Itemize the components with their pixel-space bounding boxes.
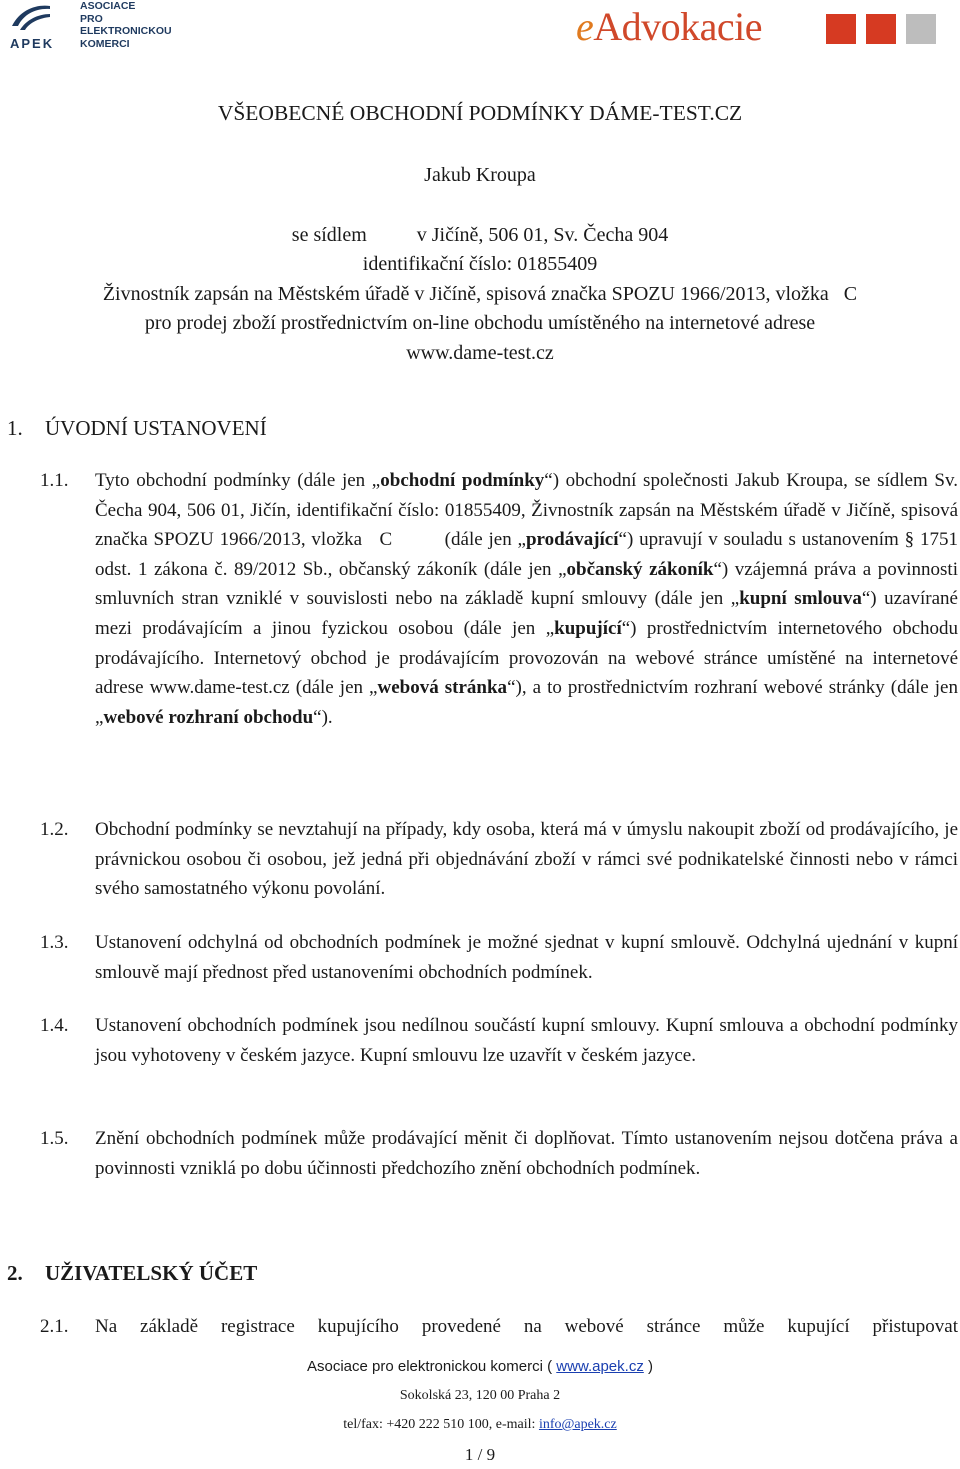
- owner-ico: identifikační číslo: 01855409: [362, 253, 598, 275]
- logo-gray-square: [906, 14, 936, 44]
- paragraph-number: 1.3.: [40, 932, 69, 953]
- logo-red-square: [866, 14, 896, 44]
- apek-org-name: ASOCIACE PRO ELEKTRONICKOU KOMERCI: [80, 0, 172, 50]
- paragraph-number: 1.5.: [40, 1128, 69, 1149]
- paragraph-text: Na základě registrace kupujícího provedené na webové stránce může kupující přistupovat: [95, 1316, 958, 1337]
- website-address: www.dame-test.cz: [406, 342, 554, 364]
- footer-apek-link[interactable]: www.apek.cz: [556, 1358, 644, 1375]
- paragraph-text: Tyto obchodní podmínky (dále jen „obchodní podmínky“) obchodní společnosti Jakub Kroupa, se sídlem Sv. Čecha 904, 506 01, Jičín, identifikační číslo: 01855409, Živnostník zapsán na Městském úřadě v Jičíně, spisová značka SPOZU 1966/2013, vložka C (dále jen „prodávající“) upravují v souladu s ustanovením § 1751 odst. 1 zákona č. 89/2012 Sb., občanský zákoník (dále jen „občanský zákoník“) vzájemná práva a povinnosti smluvních stran vzniklé v souvislosti nebo na základě kupní smlouvy (dále jen „kupní smlouva“) uzavírané mezi prodávajícím a jinou fyzickou osobou (dále jen „kupující“) prostřednictvím internetového obchodu prodávajícího. Internetový obchod je prodávajícím provozován na webové stránce umístěné na internetové adrese www.dame-test.cz (dále jen „webová stránka“), a to prostřednictvím rozhraní webové stránky (dále jen „webové rozhraní obchodu“).: [95, 470, 959, 728]
- eadvokacie-wordmark: eAdvokacie: [576, 4, 763, 49]
- paragraph-number: 1.2.: [40, 819, 69, 840]
- paragraph-2-1: [40, 1312, 958, 1342]
- apek-wordmark: APEK: [10, 36, 55, 51]
- footer-address: Sokolská 23, 120 00 Praha 2: [399, 1388, 561, 1403]
- owner-name: Jakub Kroupa: [424, 164, 536, 186]
- footer-contact: tel/fax: +420 222 510 100, e-mail: info@apek.cz: [343, 1417, 617, 1432]
- apek-mark-icon: [10, 0, 52, 34]
- page-number: 1 / 9: [464, 1445, 496, 1464]
- paragraph-1-1: [40, 466, 958, 732]
- eadvokacie-logo: [576, 4, 956, 52]
- paragraph-number: 2.1.: [40, 1316, 69, 1337]
- paragraph-number: 1.1.: [40, 470, 69, 491]
- paragraph-1-5: [40, 1124, 958, 1183]
- paragraph-text: Ustanovení odchylná od obchodních podmínek je možné sjednat v kupní smlouvě. Odchylná ujednání v kupní smlouvě mají přednost před ustanoveními obchodních podmínek.: [95, 932, 958, 983]
- owner-address: se sídlem v Jičíně, 506 01, Sv. Čecha 904: [291, 224, 669, 246]
- footer-email-link[interactable]: info@apek.cz: [538, 1417, 617, 1432]
- paragraph-text: Obchodní podmínky se nevztahují na případy, kdy osoba, která má v úmyslu nakoupit zboží od prodávajícího, je právnickou osobou či osobou, jež jedná při objednávání zboží v rámci své podnikatelské činnosti nebo v rámci svého samostatného výkonu povolání.: [95, 819, 958, 900]
- section-heading: 1. ÚVODNÍ USTANOVENÍ: [7, 416, 267, 440]
- section-heading: 2. UŽIVATELSKÝ ÚČET: [7, 1261, 258, 1285]
- paragraph-1-2: [40, 815, 958, 904]
- logo-red-square: [826, 14, 856, 44]
- apek-logo: [6, 0, 186, 56]
- paragraph-number: 1.4.: [40, 1015, 69, 1036]
- paragraph-1-4: [40, 1011, 958, 1070]
- footer-organization: Asociace pro elektronickou komerci ( www.apek.cz ): [307, 1358, 653, 1375]
- paragraph-1-3: [40, 928, 958, 987]
- paragraph-text: Ustanovení obchodních podmínek jsou nedílnou součástí kupní smlouvy. Kupní smlouva a obchodní podmínky jsou vyhotoveny v českém jazyce. Kupní smlouvu lze uzavřít v českém jazyce.: [95, 1015, 958, 1066]
- paragraph-text: Znění obchodních podmínek může prodávající měnit či doplňovat. Tímto ustanovením nejsou dotčena práva a povinnosti vzniklá po dobu účinnosti předchozího znění obchodních podmínek.: [95, 1128, 958, 1179]
- sale-intro: pro prodej zboží prostřednictvím on-line obchodu umístěného na internetové adrese: [144, 312, 816, 334]
- owner-registration: Živnostník zapsán na Městském úřadě v Jičíně, spisová značka SPOZU 1966/2013, vložka C: [102, 283, 858, 305]
- document-title: VŠEOBECNÉ OBCHODNÍ PODMÍNKY DÁME-TEST.CZ: [217, 101, 743, 125]
